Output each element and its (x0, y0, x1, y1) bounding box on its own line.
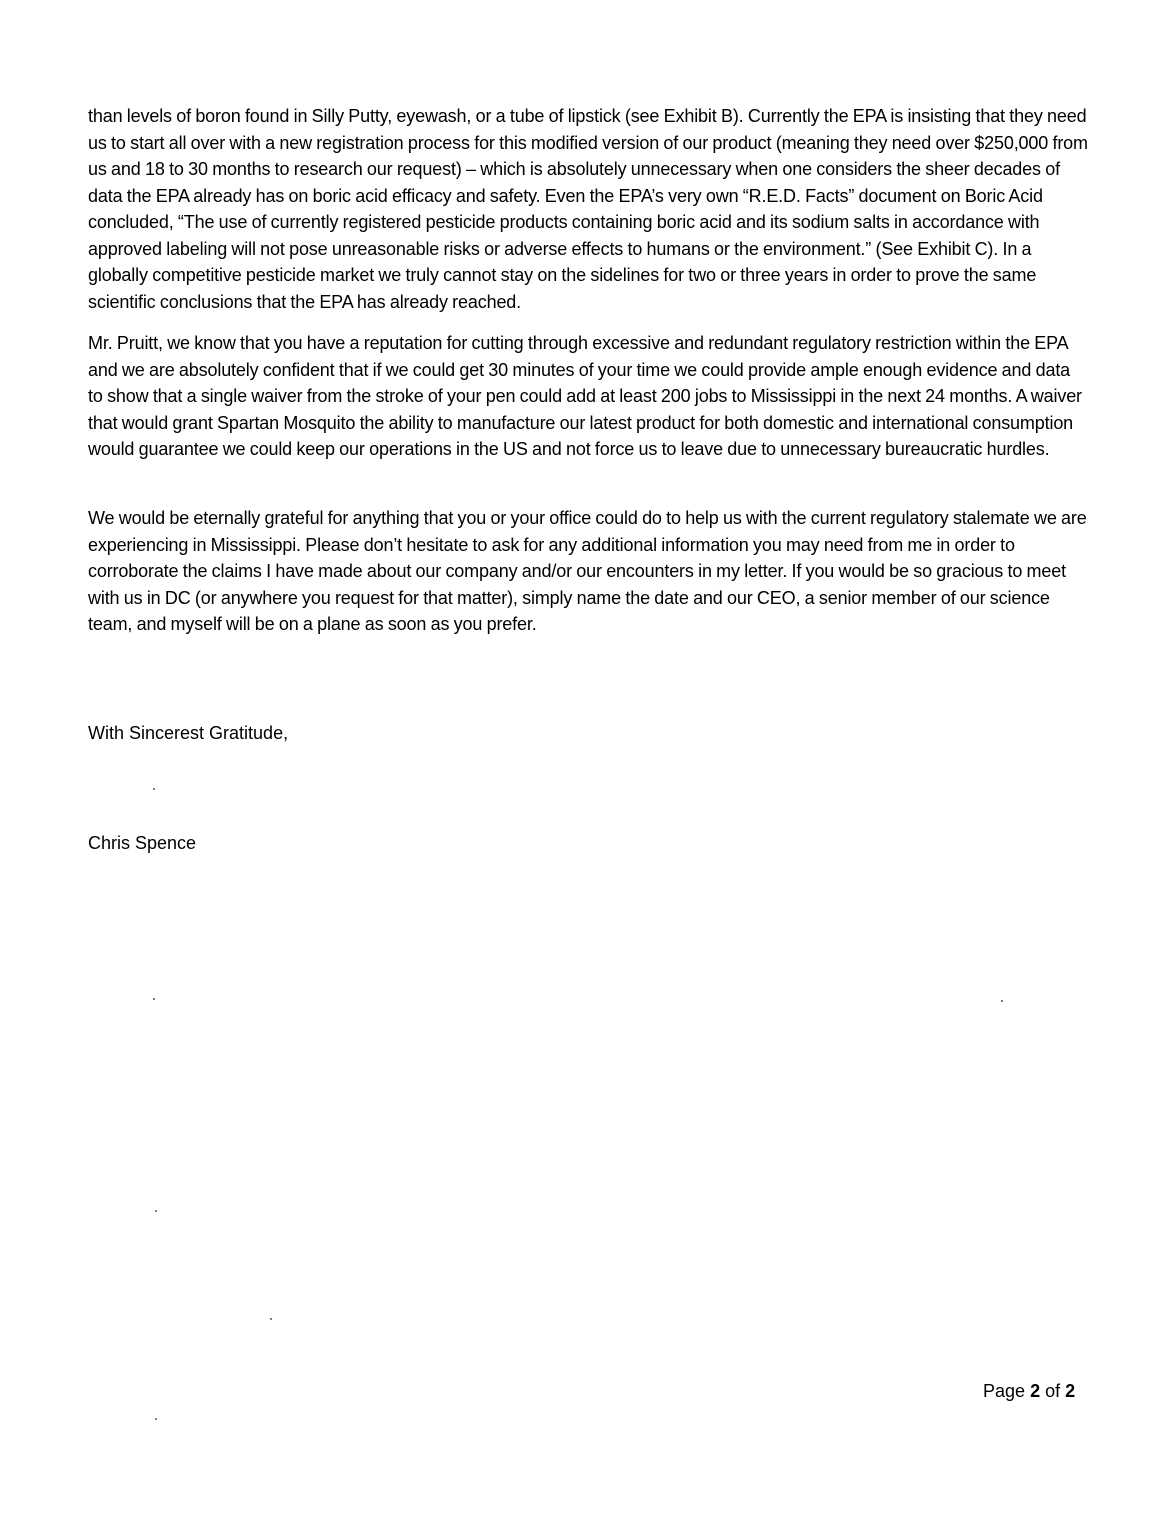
scan-speck (270, 1318, 272, 1320)
page-word: Page (983, 1381, 1026, 1401)
page-of: of (1045, 1381, 1061, 1401)
body-paragraph-3: We would be eternally grateful for anything that you or your office could do to help us with the current regulatory stalemate we are experiencing in Mississippi. Please don’t hesitate to ask for any additional information you may need from me in order to corroborate the claims I have made about our company and/or our encounters in my letter. If you would be so gracious to meet with us in DC (or anywhere you request for that matter), simply name the date and our CEO, a senior member of our science team, and myself will be on a plane as soon as you prefer. (88, 508, 1087, 634)
page-current: 2 (1030, 1381, 1041, 1401)
body-paragraph-2: Mr. Pruitt, we know that you have a reputation for cutting through excessive and redundant regulatory restriction within the EPA and we are absolutely confident that if we could get 30 minutes of your time we could provide ample enough evidence and data to show that a single waiver from the stroke of your pen could add at least 200 jobs to Mississippi in the next 24 months. A waiver that would grant Spartan Mosquito the ability to manufacture our latest product for both domestic and international consumption would guarantee we could keep our operations in the US and not force us to leave due to unnecessary bureaucratic hurdles. (88, 333, 1082, 459)
scan-speck (153, 788, 155, 790)
page-total: 2 (1065, 1381, 1076, 1401)
page-number (983, 1378, 1075, 1404)
body-paragraph-1: than levels of boron found in Silly Putty, eyewash, or a tube of lipstick (see Exhibit B). Currently the EPA is insisting that they need us to start all over with a new registration process for this modified version of our product (meaning they need over $250,000 from us and 18 to 30 months to research our request) – which is absolutely unnecessary when one considers the sheer decades of data the EPA already has on boric acid efficacy and safety. Even the EPA’s very own “R.E.D. Facts” document on Boric Acid concluded, “The use of currently registered pesticide products containing boric acid and its sodium salts in accordance with approved labeling will not pose unreasonable risks or adverse effects to humans or the environment.” (See Exhibit C). In a globally competitive pesticide market we truly cannot stay on the sidelines for two or three years in order to prove the same scientific conclusions that the EPA has already reached. (88, 106, 1088, 312)
scan-speck (155, 1418, 157, 1420)
signer-name: Chris Spence (88, 833, 197, 853)
closing-line: With Sincerest Gratitude, (88, 723, 289, 743)
scan-speck (1001, 1000, 1003, 1002)
scan-speck (155, 1210, 157, 1212)
scan-speck (153, 998, 155, 1000)
